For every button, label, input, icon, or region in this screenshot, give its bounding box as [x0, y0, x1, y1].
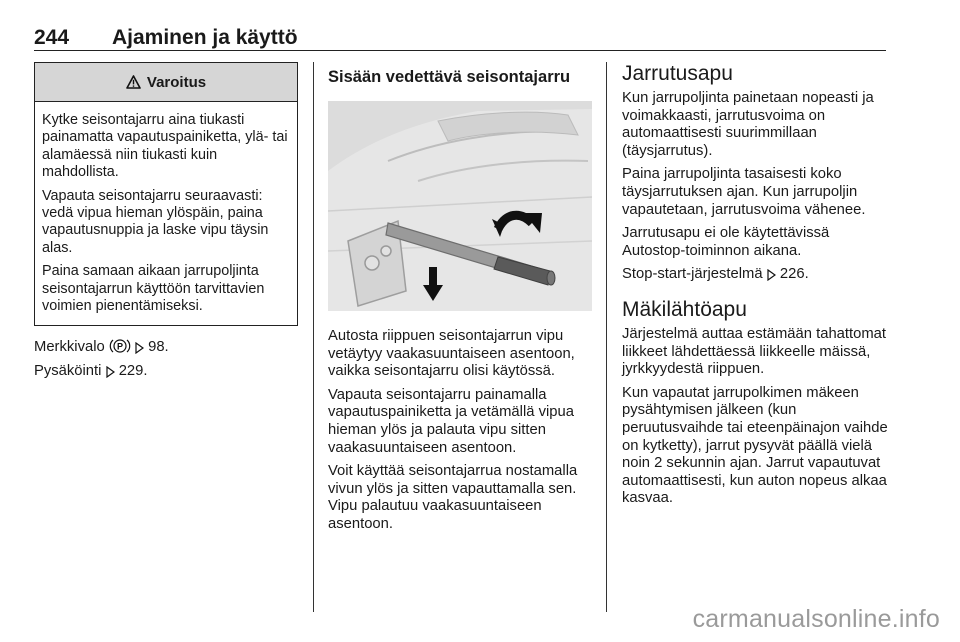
crossref-parking-page: 229.: [118, 363, 148, 380]
retractable-paragraph: Voit käyttää seisontajarrua nostamalla vivun ylös ja sitten vapauttamalla sen. Vipu palautuu vaakasuuntaiseen asentoon.: [328, 463, 578, 532]
warning-triangle-icon: [126, 75, 141, 89]
section-title: Mäkilähtöapu: [622, 297, 747, 321]
brake-assist-paragraph: Jarrutusapu ei ole käytettävissä Autostop-toiminnon aikana.: [622, 225, 830, 259]
svg-text:P: P: [116, 342, 123, 353]
warning-body: [35, 102, 297, 325]
crossref-parking: [34, 363, 298, 381]
warning-header: [35, 63, 297, 102]
warning-box: [34, 62, 298, 326]
column-left: [34, 62, 298, 387]
page-reference-arrow-icon: [135, 342, 144, 354]
crossref-parking-label: Pysäköinti: [34, 363, 102, 380]
column-divider: [313, 62, 314, 612]
crossref-stop-start-label: Stop-start-järjestelmä: [622, 266, 763, 283]
page-number: 244: [34, 26, 70, 49]
column-divider: [606, 62, 607, 612]
crossref-indicator-label: Merkkivalo: [34, 339, 105, 356]
crossref-stop-start: [622, 266, 888, 284]
parking-brake-indicator-icon: [109, 338, 131, 354]
warning-paragraph: Paina samaan aikaan jarrupoljinta seisontajarrun käyttöön tarvittavien voimien pienentämiseksi.: [42, 263, 265, 315]
retractable-paragraph: Vapauta seisontajarru painamalla vapautuspainiketta ja vetämällä vipua hieman ylös ja palauta vipu sitten vaakasuuntaiseen asentoon.: [328, 386, 574, 456]
brake-assist-paragraph: Paina jarrupoljinta tasaisesti koko täysjarrutuksen ajan. Kun jarrupoljin vapautetaan, jarrutusvoima vähenee.: [622, 166, 866, 218]
crossref-indicator: [34, 338, 298, 357]
hill-start-paragraph: Järjestelmä auttaa estämään tahattomat liikkeet lähdettäessä liikkeelle mäissä, jyrkkyydestä riippuen.: [622, 325, 887, 378]
section-title: Jarrutusapu: [622, 62, 733, 85]
brake-assist-paragraph: Kun jarrupoljinta painetaan nopeasti ja voimakkaasti, jarrutusvoima on automaattisesti suurimmillaan (täysjarrutus).: [622, 90, 874, 159]
page-header: [34, 26, 886, 50]
retractable-paragraph: Autosta riippuen seisontajarrun vipu vetäytyy vaakasuuntaiseen asentoon, vaikka seisontajarru olisi käytössä.: [328, 328, 575, 380]
page-reference-arrow-icon: [106, 366, 115, 378]
watermark: carmanualsonline.info: [692, 605, 940, 633]
page-reference-arrow-icon: [767, 269, 776, 281]
section-title: Sisään vedettävä seisontajarru: [328, 68, 571, 86]
header-rule: [34, 50, 886, 51]
warning-paragraph: Vapauta seisontajarru seuraavasti: vedä vipua hieman ylöspäin, paina vapautusnuppia ja laske vipu täysin alas.: [42, 187, 269, 256]
hill-start-paragraph: Kun vapautat jarrupolkimen mäkeen pysähtymisen jälkeen (kun peruutusvaihde tai eteenpäinajon vaihde on kytketty), jarrut pysyvät päällä vielä noin 2 sekunnin ajan. Jarrut vapautuvat automaattisesti, kun auton nopeus alkaa kasvaa.: [622, 384, 888, 507]
warning-title: Varoitus: [146, 73, 207, 91]
warning-paragraph: Kytke seisontajarru aina tiukasti painamatta vapautuspainiketta, ylä- tai alamäessä niin tiukasti kuin mahdollista.: [42, 112, 288, 181]
chapter-title: Ajaminen ja käyttö: [112, 26, 298, 49]
column-right: [622, 62, 888, 514]
parking-brake-lever-drawing: [328, 101, 592, 311]
crossref-indicator-page: 98.: [148, 339, 169, 356]
column-middle: [328, 62, 592, 540]
parking-brake-illustration: [328, 101, 592, 311]
crossref-stop-start-page: 226.: [779, 266, 809, 283]
